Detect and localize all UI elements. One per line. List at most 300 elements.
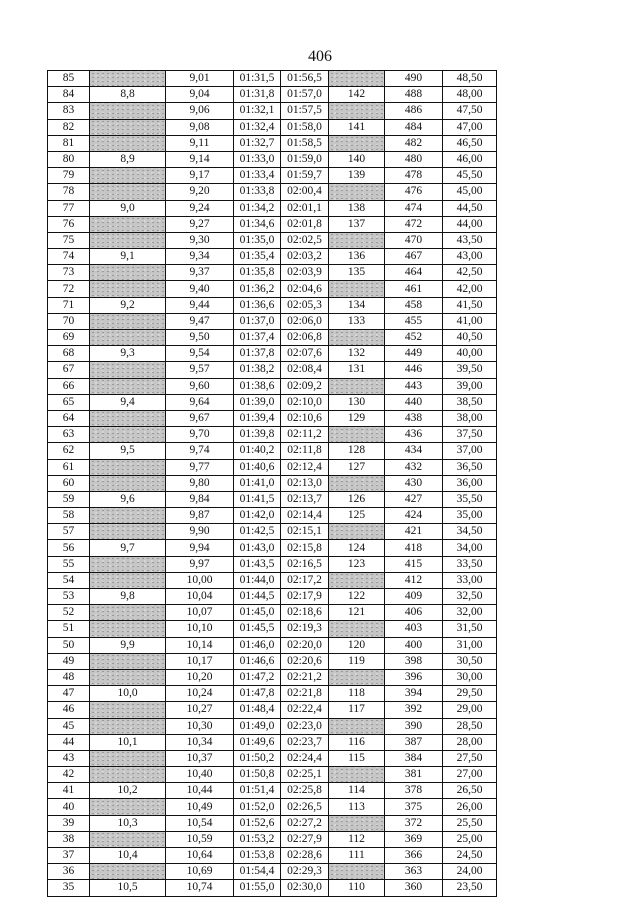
table-cell	[329, 184, 385, 200]
table-cell	[90, 216, 166, 232]
table-cell: 02:20,6	[281, 653, 329, 669]
table-cell: 9,40	[166, 281, 234, 297]
table-cell: 67	[48, 362, 90, 378]
table-cell	[90, 330, 166, 346]
table-cell: 02:17,9	[281, 589, 329, 605]
table-cell: 01:45,0	[234, 605, 281, 621]
table-cell: 10,40	[166, 767, 234, 783]
table-row	[48, 880, 497, 896]
table-row	[48, 815, 497, 831]
table-cell: 33,50	[443, 556, 497, 572]
table-cell	[90, 362, 166, 378]
table-cell	[90, 750, 166, 766]
table-cell: 48,50	[443, 71, 497, 87]
table-cell: 9,17	[166, 168, 234, 184]
table-cell: 02:03,9	[281, 265, 329, 281]
table-cell: 53	[48, 589, 90, 605]
table-cell	[329, 718, 385, 734]
table-cell: 01:43,5	[234, 556, 281, 572]
table-cell: 42,50	[443, 265, 497, 281]
table-cell: 126	[329, 491, 385, 507]
table-cell: 48	[48, 669, 90, 685]
table-row	[48, 427, 497, 443]
table-cell: 392	[385, 702, 443, 718]
table-cell: 23,50	[443, 880, 497, 896]
table-cell: 01:33,4	[234, 168, 281, 184]
table-cell: 39,50	[443, 362, 497, 378]
table-cell	[329, 135, 385, 151]
table-cell: 01:51,4	[234, 783, 281, 799]
table-cell: 114	[329, 783, 385, 799]
table-cell	[329, 281, 385, 297]
table-cell: 25,50	[443, 815, 497, 831]
table-cell: 27,50	[443, 750, 497, 766]
table-cell: 467	[385, 249, 443, 265]
table-cell: 127	[329, 459, 385, 475]
table-cell: 55	[48, 556, 90, 572]
table-row	[48, 848, 497, 864]
table-cell: 41,00	[443, 313, 497, 329]
table-cell: 488	[385, 87, 443, 103]
table-cell: 141	[329, 119, 385, 135]
table-cell	[329, 71, 385, 87]
table-cell: 01:46,6	[234, 653, 281, 669]
table-cell: 01:39,8	[234, 427, 281, 443]
table-cell: 113	[329, 799, 385, 815]
table-cell: 37	[48, 848, 90, 864]
table-cell: 01:35,8	[234, 265, 281, 281]
table-cell: 436	[385, 427, 443, 443]
table-cell: 45,50	[443, 168, 497, 184]
table-cell	[90, 864, 166, 880]
table-cell: 31,00	[443, 637, 497, 653]
table-cell: 10,0	[90, 686, 166, 702]
table-cell: 9,77	[166, 459, 234, 475]
table-cell: 9,14	[166, 151, 234, 167]
table-cell	[90, 119, 166, 135]
table-cell	[90, 71, 166, 87]
table-cell: 38,00	[443, 410, 497, 426]
table-cell: 83	[48, 103, 90, 119]
table-cell: 02:06,8	[281, 330, 329, 346]
table-cell: 9,47	[166, 313, 234, 329]
score-table	[47, 70, 497, 897]
table-cell: 31,50	[443, 621, 497, 637]
table-cell: 9,7	[90, 540, 166, 556]
table-cell: 134	[329, 297, 385, 313]
table-cell: 10,24	[166, 686, 234, 702]
table-cell: 45,00	[443, 184, 497, 200]
table-cell: 119	[329, 653, 385, 669]
table-cell: 02:25,8	[281, 783, 329, 799]
table-cell: 74	[48, 249, 90, 265]
table-cell: 372	[385, 815, 443, 831]
table-cell: 02:06,0	[281, 313, 329, 329]
table-cell: 122	[329, 589, 385, 605]
table-row	[48, 589, 497, 605]
table-cell: 57	[48, 524, 90, 540]
table-row	[48, 669, 497, 685]
table-row	[48, 718, 497, 734]
table-cell: 01:52,0	[234, 799, 281, 815]
table-row	[48, 394, 497, 410]
table-cell: 01:59,7	[281, 168, 329, 184]
table-cell: 9,06	[166, 103, 234, 119]
table-cell: 125	[329, 508, 385, 524]
table-row	[48, 783, 497, 799]
table-cell: 80	[48, 151, 90, 167]
table-cell: 418	[385, 540, 443, 556]
table-cell: 44	[48, 734, 90, 750]
table-row	[48, 572, 497, 588]
table-cell: 01:47,8	[234, 686, 281, 702]
table-cell	[329, 815, 385, 831]
table-cell: 123	[329, 556, 385, 572]
table-cell: 440	[385, 394, 443, 410]
table-cell: 52	[48, 605, 90, 621]
table-cell: 452	[385, 330, 443, 346]
table-cell: 28,00	[443, 734, 497, 750]
table-cell: 01:36,2	[234, 281, 281, 297]
table-cell: 02:18,6	[281, 605, 329, 621]
table-cell: 01:59,0	[281, 151, 329, 167]
table-row	[48, 135, 497, 151]
table-cell: 10,64	[166, 848, 234, 864]
table-cell: 43	[48, 750, 90, 766]
table-cell: 26,00	[443, 799, 497, 815]
table-cell: 443	[385, 378, 443, 394]
table-cell: 403	[385, 621, 443, 637]
table-cell: 449	[385, 346, 443, 362]
table-cell: 464	[385, 265, 443, 281]
table-row	[48, 362, 497, 378]
table-cell: 01:53,2	[234, 831, 281, 847]
table-cell: 01:35,4	[234, 249, 281, 265]
table-cell: 01:55,0	[234, 880, 281, 896]
table-cell: 01:47,2	[234, 669, 281, 685]
table-cell: 01:58,5	[281, 135, 329, 151]
table-cell: 01:41,0	[234, 475, 281, 491]
table-cell: 02:07,6	[281, 346, 329, 362]
table-cell	[329, 767, 385, 783]
table-cell: 47	[48, 686, 90, 702]
table-body	[48, 71, 497, 897]
table-row	[48, 346, 497, 362]
table-cell: 10,27	[166, 702, 234, 718]
table-cell: 01:43,0	[234, 540, 281, 556]
table-cell: 42	[48, 767, 90, 783]
table-cell: 02:24,4	[281, 750, 329, 766]
table-cell: 01:57,5	[281, 103, 329, 119]
table-cell: 68	[48, 346, 90, 362]
table-cell: 421	[385, 524, 443, 540]
table-cell: 396	[385, 669, 443, 685]
table-cell: 135	[329, 265, 385, 281]
table-cell: 461	[385, 281, 443, 297]
table-cell: 01:37,0	[234, 313, 281, 329]
table-cell: 34,00	[443, 540, 497, 556]
table-cell: 01:49,6	[234, 734, 281, 750]
table-cell: 9,11	[166, 135, 234, 151]
table-cell: 9,8	[90, 589, 166, 605]
table-cell: 10,10	[166, 621, 234, 637]
table-cell: 10,20	[166, 669, 234, 685]
table-cell: 390	[385, 718, 443, 734]
table-cell: 01:46,0	[234, 637, 281, 653]
table-cell: 02:27,9	[281, 831, 329, 847]
table-cell: 40,00	[443, 346, 497, 362]
table-cell: 01:39,0	[234, 394, 281, 410]
table-cell: 110	[329, 880, 385, 896]
table-cell: 398	[385, 653, 443, 669]
table-cell: 10,59	[166, 831, 234, 847]
table-cell: 02:09,2	[281, 378, 329, 394]
table-cell: 01:45,5	[234, 621, 281, 637]
table-cell: 10,2	[90, 783, 166, 799]
table-row	[48, 297, 497, 313]
table-row	[48, 281, 497, 297]
table-cell: 62	[48, 443, 90, 459]
table-row	[48, 540, 497, 556]
table-cell: 38	[48, 831, 90, 847]
table-cell	[329, 524, 385, 540]
table-row	[48, 378, 497, 394]
table-cell: 24,00	[443, 864, 497, 880]
table-cell: 133	[329, 313, 385, 329]
table-cell: 9,97	[166, 556, 234, 572]
table-cell: 75	[48, 232, 90, 248]
table-cell	[329, 669, 385, 685]
table-cell: 71	[48, 297, 90, 313]
table-cell: 33,00	[443, 572, 497, 588]
table-cell: 02:12,4	[281, 459, 329, 475]
table-cell: 32,50	[443, 589, 497, 605]
table-cell: 66	[48, 378, 90, 394]
table-cell: 35	[48, 880, 90, 896]
table-cell: 10,34	[166, 734, 234, 750]
table-cell: 02:23,7	[281, 734, 329, 750]
table-cell: 02:30,0	[281, 880, 329, 896]
table-cell: 29,00	[443, 702, 497, 718]
table-cell: 01:34,2	[234, 200, 281, 216]
table-cell: 02:00,4	[281, 184, 329, 200]
table-cell: 02:22,4	[281, 702, 329, 718]
table-cell: 28,50	[443, 718, 497, 734]
table-row	[48, 443, 497, 459]
table-cell	[329, 330, 385, 346]
table-cell: 48,00	[443, 87, 497, 103]
table-cell	[90, 653, 166, 669]
table-cell: 59	[48, 491, 90, 507]
table-cell: 02:13,0	[281, 475, 329, 491]
table-cell: 484	[385, 119, 443, 135]
table-cell: 446	[385, 362, 443, 378]
table-cell: 131	[329, 362, 385, 378]
table-cell: 138	[329, 200, 385, 216]
table-cell: 363	[385, 864, 443, 880]
table-cell: 41,50	[443, 297, 497, 313]
table-cell: 44,50	[443, 200, 497, 216]
table-cell: 9,84	[166, 491, 234, 507]
table-cell: 02:10,0	[281, 394, 329, 410]
table-cell	[90, 508, 166, 524]
table-cell: 9,54	[166, 346, 234, 362]
table-cell	[90, 135, 166, 151]
table-cell: 47,50	[443, 103, 497, 119]
table-cell: 128	[329, 443, 385, 459]
table-cell: 9,74	[166, 443, 234, 459]
table-cell: 29,50	[443, 686, 497, 702]
table-cell: 43,50	[443, 232, 497, 248]
table-cell: 02:17,2	[281, 572, 329, 588]
table-cell	[90, 475, 166, 491]
table-cell: 34,50	[443, 524, 497, 540]
table-row	[48, 265, 497, 281]
table-cell: 01:49,0	[234, 718, 281, 734]
table-cell: 384	[385, 750, 443, 766]
table-cell: 02:11,2	[281, 427, 329, 443]
table-row	[48, 799, 497, 815]
table-cell: 111	[329, 848, 385, 864]
table-cell: 9,1	[90, 249, 166, 265]
table-cell: 360	[385, 880, 443, 896]
table-cell	[90, 459, 166, 475]
table-cell: 115	[329, 750, 385, 766]
table-cell	[90, 524, 166, 540]
table-cell: 455	[385, 313, 443, 329]
table-cell	[329, 427, 385, 443]
table-cell: 10,4	[90, 848, 166, 864]
table-cell: 01:44,5	[234, 589, 281, 605]
table-cell: 10,3	[90, 815, 166, 831]
table-cell: 9,01	[166, 71, 234, 87]
table-cell: 73	[48, 265, 90, 281]
table-cell: 01:38,6	[234, 378, 281, 394]
table-row	[48, 216, 497, 232]
table-cell: 02:20,0	[281, 637, 329, 653]
table-cell	[90, 556, 166, 572]
table-cell	[90, 702, 166, 718]
table-cell	[90, 265, 166, 281]
table-cell: 9,20	[166, 184, 234, 200]
table-cell: 112	[329, 831, 385, 847]
table-cell	[90, 427, 166, 443]
table-row	[48, 831, 497, 847]
table-cell: 9,34	[166, 249, 234, 265]
table-cell: 01:58,0	[281, 119, 329, 135]
table-cell: 9,64	[166, 394, 234, 410]
table-cell	[329, 103, 385, 119]
table-cell: 482	[385, 135, 443, 151]
table-cell: 41	[48, 783, 90, 799]
table-cell: 9,08	[166, 119, 234, 135]
table-cell: 82	[48, 119, 90, 135]
table-cell: 36	[48, 864, 90, 880]
table-cell: 42,00	[443, 281, 497, 297]
table-cell: 9,27	[166, 216, 234, 232]
table-cell	[90, 831, 166, 847]
table-cell: 412	[385, 572, 443, 588]
table-cell: 01:32,1	[234, 103, 281, 119]
table-cell	[329, 621, 385, 637]
table-cell: 9,30	[166, 232, 234, 248]
table-cell: 458	[385, 297, 443, 313]
table-cell: 01:35,0	[234, 232, 281, 248]
table-cell	[329, 864, 385, 880]
table-cell: 10,44	[166, 783, 234, 799]
table-cell: 01:40,2	[234, 443, 281, 459]
table-cell: 54	[48, 572, 90, 588]
table-cell: 118	[329, 686, 385, 702]
table-cell: 02:14,4	[281, 508, 329, 524]
table-cell: 44,00	[443, 216, 497, 232]
table-cell	[90, 184, 166, 200]
table-cell: 478	[385, 168, 443, 184]
table-cell: 432	[385, 459, 443, 475]
table-row	[48, 71, 497, 87]
table-cell: 46	[48, 702, 90, 718]
table-cell: 43,00	[443, 249, 497, 265]
table-cell: 01:53,8	[234, 848, 281, 864]
table-cell: 27,00	[443, 767, 497, 783]
table-cell: 378	[385, 783, 443, 799]
table-cell: 02:13,7	[281, 491, 329, 507]
table-cell: 01:54,4	[234, 864, 281, 880]
table-cell: 369	[385, 831, 443, 847]
table-cell: 10,14	[166, 637, 234, 653]
table-cell: 01:52,6	[234, 815, 281, 831]
table-cell: 9,4	[90, 394, 166, 410]
table-cell: 9,80	[166, 475, 234, 491]
table-cell: 72	[48, 281, 90, 297]
table-cell: 139	[329, 168, 385, 184]
table-row	[48, 151, 497, 167]
table-cell: 9,9	[90, 637, 166, 653]
table-cell: 01:56,5	[281, 71, 329, 87]
table-cell: 132	[329, 346, 385, 362]
table-row	[48, 637, 497, 653]
table-cell: 142	[329, 87, 385, 103]
table-cell: 381	[385, 767, 443, 783]
table-row	[48, 168, 497, 184]
table-cell: 117	[329, 702, 385, 718]
table-cell: 490	[385, 71, 443, 87]
table-cell: 10,5	[90, 880, 166, 896]
table-cell: 9,0	[90, 200, 166, 216]
table-cell: 02:02,5	[281, 232, 329, 248]
table-cell: 8,8	[90, 87, 166, 103]
table-cell: 406	[385, 605, 443, 621]
table-cell: 38,50	[443, 394, 497, 410]
page-number: 406	[308, 48, 332, 65]
table-row	[48, 103, 497, 119]
table-row	[48, 87, 497, 103]
table-cell: 46,50	[443, 135, 497, 151]
table-cell: 36,50	[443, 459, 497, 475]
table-cell: 01:50,8	[234, 767, 281, 783]
table-cell	[90, 799, 166, 815]
table-cell: 01:57,0	[281, 87, 329, 103]
table-cell: 01:31,5	[234, 71, 281, 87]
table-cell: 10,74	[166, 880, 234, 896]
table-cell: 9,37	[166, 265, 234, 281]
table-cell: 9,57	[166, 362, 234, 378]
table-cell: 140	[329, 151, 385, 167]
table-row	[48, 232, 497, 248]
table-cell: 02:04,6	[281, 281, 329, 297]
table-cell: 02:21,8	[281, 686, 329, 702]
table-cell: 9,24	[166, 200, 234, 216]
